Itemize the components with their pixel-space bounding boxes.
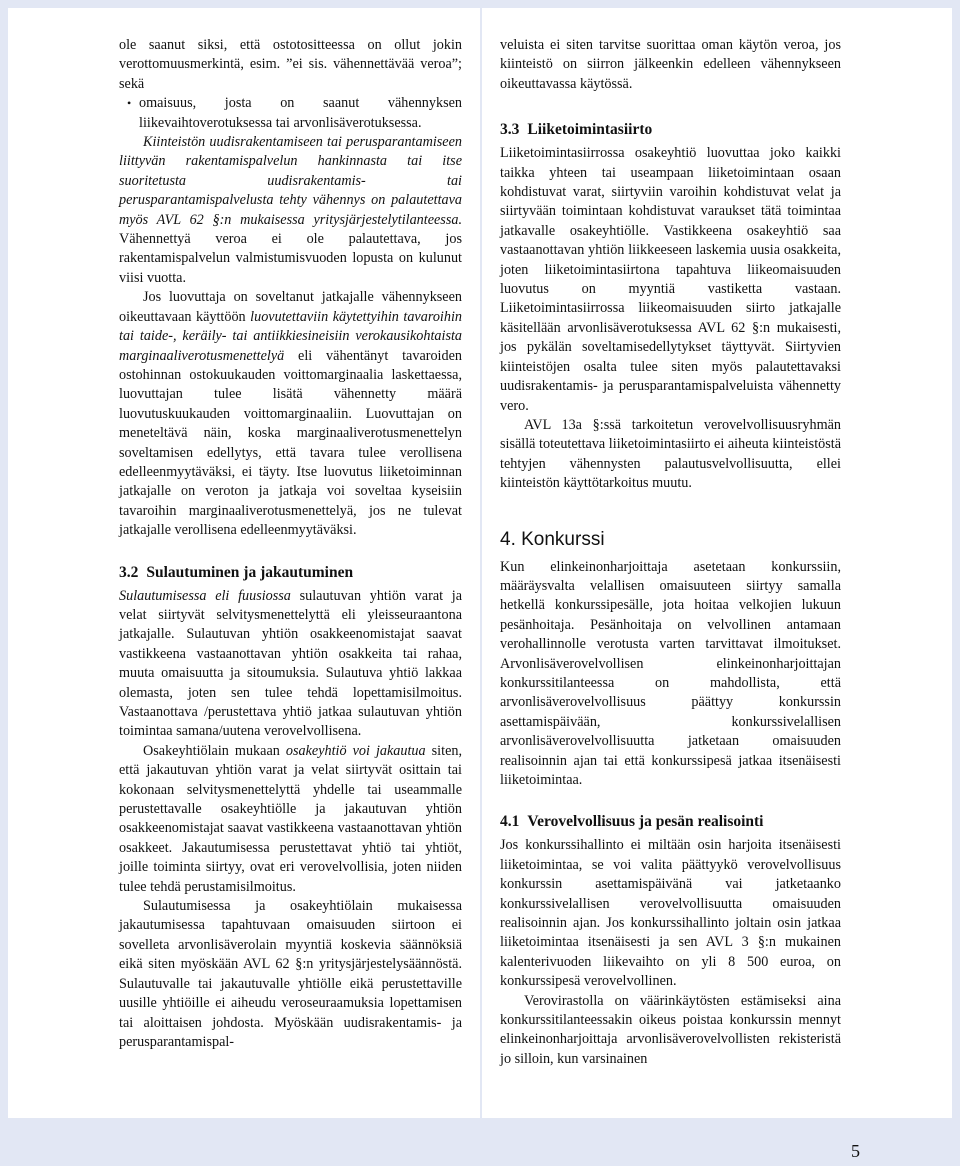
paragraph: Jos konkurssihallinto ei miltään osin harjoita itsenäisesti liiketoimintaa, se voi valita päättyykö verovelvollisuus konkurssin asettamispäivänä vai jatketaanko konkurssivelallisen verovelvollisuutta omaisuuden realisoinnin ajan. Jos konkurssihallinto joltain osin jatkaa liiketoimintaa itsenäisesti ja sen AVL 3 §:n mukainen kalenterivuoden liikevaihto on yli 8 500 euroa, on konkurssipesä verovelvollinen. [500, 837, 841, 990]
subsection-heading-3-2 [119, 563, 462, 583]
text-run: sulautuvan yhtiön varat ja velat siirtyvät selvitysmenettelyttä eli yleisseuraantona jatkajalle. Sulautuvan yhtiön osakkeenomistajat saavat vastikkeena vastaanottavan yhtiön osakkeita tai rahaa, muuta omaisuutta ja sitoumuksia. Sulautuva yhtiö lakkaa olemasta, joten sen tulee tehdä lopettamisilmoitus. Vastaanottava /perustettava yhtiö jatkaa sulautuvan yhtiön toimintaa samana/uutena verovelvollisena. [119, 587, 462, 740]
left-border [0, 0, 8, 1166]
note-paragraph [119, 133, 462, 288]
bullet-icon: • [127, 96, 132, 111]
paragraph [119, 742, 462, 897]
right-border [952, 0, 960, 1166]
paragraph [119, 288, 462, 540]
text-run: eli vähentänyt tavaroiden ostohinnan ostokuukauden voittomarginaalia laskettaessa, luovuttajan tulee lisätä vähennetty määrä luovutuskuukauden voittomarginaaliin. Luovuttajan on meneteltävä näin, koska marginaaliverotusmenettelyn soveltamisen edellytys, että tavara tulee verollisena edelleenmyytäväksi, ei täyty. Itse luovutus liiketoiminnan jatkajalle on veroton ja jatkaja voi soveltaa kyseisiin tavaroihin marginaaliverotusmenettelyä, jos ne tulevat jatkajalle verollisena edelleenmyytäväksi. [119, 347, 462, 539]
list-item-text: omaisuus, josta on saanut vähennyksen liikevaihtoverotuksessa tai arvonlisäverotuksessa. [139, 95, 462, 131]
text-run: siten, että jakautuvan yhtiön varat ja velat siirtyvät osittain tai kokonaan selvitysmenettelyttä yhdelle tai useammalle perustettavalle osakeyhtiölle ja jakautuvan yhtiön osakkeenomistajat saavat vastikkeena vastaanottavan yhtiön osakkeet. Jakautumisessa perustettavat yhtiö tai yhtiöt, joille toiminta siirtyy, ovat eri verovelvollisia, joten niiden tulee tehdä perustamisilmoitus. [119, 742, 463, 895]
paragraph: Kun elinkeinonharjoittaja asetetaan konkurssiin, määräysvalta velallisen omaisuuteen siirtyy samalla hetkellä konkurssipesälle, jota hoitaa velkojien lukuun pesänhoitaja. Pesänhoitaja on velvollinen antamaan verohallinnolle verotusta varten tarvittavat ilmoitukset. Arvonlisäverovelvollisen elinkeinonharjoittajan konkurssitilanteessa on mahdollista, että arvonlisäverovelvollisuus päättyy konkurssin asettamispäivään, konkurssivelallisen arvonlisäverovelvollisuutta jatketaan omaisuuden realisoinnin ajan tai että konkurssipesä jatkaa itsenäisesti liiketoimintaa. [500, 558, 841, 788]
heading-title: Verovelvollisuus ja pesän realisointi [527, 813, 764, 831]
emphasis-text: Sulautumisessa eli fuusiossa [119, 587, 291, 604]
paragraph: ole saanut siksi, että ostotositteessa on ollut jokin verottomuusmerkintä, esim. ”ei sis. vähennettävää veroa”; sekä [119, 37, 462, 92]
emphasis-text: luovutettaviin käytettyihin tavaroihin tai taide-, keräily- tai antiikkiesineisiin verokausikohtaista marginaaliverotusmenettelyä [119, 308, 462, 364]
paragraph: Liiketoimintasiirrossa osakeyhtiö luovuttaa joko kaikki taikka yhteen tai useampaan liiketoimintaan osaan kohdistuvat varat, siirtyviin varoihin kohdistuvat velat ja siirtyvään toimintaan kohdistuvat varaukset tätä toimintaa jatkavalle osakeyhtiölle. Vastikkeena osakeyhtiö saa vastaanottavan yhtiön liikkeeseen laskemia uusia osakkeita, joten liiketoimintasiirtona tapahtuva liikeomaisuuden luovutus on myyntiä vastiketta vastaan. Liiketoimintasiirrossa liikeomaisuuden siirto jatkajalle käsitellään arvonlisäverotuksessa AVL 62 §:n mukaisesti, jos pykälän soveltamisedellytykset täyttyvät. Siirtyvien kiinteistöjen osalta tulee siten myös palautettavaksi uudisrakentamis- ja perusparantamispalveluista vähennetty vero. [500, 145, 841, 414]
text-run: Osakeyhtiölain mukaan [143, 742, 286, 759]
list-item [119, 94, 462, 133]
text-run: Jos luovuttaja on soveltanut jatkajalle vähennykseen oikeuttavaan käyttöön [119, 289, 462, 325]
heading-number: 4.1 [500, 813, 520, 831]
bullet-list [119, 94, 462, 133]
paragraph: veluista ei siten tarvitse suorittaa oman käytön veroa, jos kiinteistö on siirron jälkeenkin edelleen vähennykseen oikeuttavassa käytössä. [500, 37, 841, 92]
bottom-band [0, 1118, 960, 1166]
paragraph: Verovirastolla on väärinkäytösten estämiseksi aina konkurssitilanteessakin oikeus poistaa konkurssin mennyt elinkeinonharjoittaja arvonlisäverovelvollisten rekisteristä jo silloin, kun varsinainen [500, 992, 841, 1067]
subsection-heading-3-3 [500, 120, 841, 140]
heading-number: 3.2 [119, 563, 139, 581]
paragraph [119, 587, 462, 742]
paragraph: Sulautumisessa ja osakeyhtiölain mukaisessa jakautumisessa tapahtuvaan omaisuuden siirtoon ei sovelleta arvonlisäverolain myyntiä koskevia säännöksiä eikä siten myöskään AVL 62 §:n yritysjärjestelysäännöstä. Sulautuvalle tai jakautuvalle yhtiölle eikä perustettaville uusille yhtiöille ei aiheudu veroseuraamuksia lopettamisen tai aloittaisen johdosta. Myöskään uudisrakentamis- ja perusparantamispal- [119, 898, 462, 1050]
note-plain-text: Vähennettyä veroa ei ole palautettava, jos rakentamispalvelun valmistumisvuoden lopusta on kulunut viisi vuotta. [119, 231, 462, 286]
subsection-heading-4-1 [500, 812, 841, 832]
note-italic-text: Kiinteistön uudisrakentamiseen tai perusparantamiseen liittyvän rakentamispalvelun hankinnasta tai itse suoritetusta uudisrakentamis- tai perusparantamispalvelusta tehty vähennys on palautettava myös AVL 62 §:n mukaisessa yritysjärjestelytilanteessa. [119, 134, 462, 228]
paragraph: AVL 13a §:ssä tarkoitetun verovelvollisuusryhmän sisällä toteutettava liiketoimintasiirto ei aiheuta kiinteistöstä tehtyjen vähennysten palautusvelvollisuutta, ellei kiinteistön käyttötarkoitus muutu. [500, 416, 841, 492]
page-number: 5 [851, 1141, 860, 1161]
heading-title: Liiketoimintasiirto [527, 121, 653, 139]
section-heading-4: 4. Konkurssi [500, 528, 605, 550]
heading-number: 3.3 [500, 121, 520, 139]
heading-title: Sulautuminen ja jakautuminen [146, 563, 354, 581]
left-column [119, 36, 462, 1052]
emphasis-text: osakeyhtiö voi jakautua [285, 742, 426, 759]
right-column [500, 36, 841, 1069]
column-divider [480, 0, 482, 1124]
